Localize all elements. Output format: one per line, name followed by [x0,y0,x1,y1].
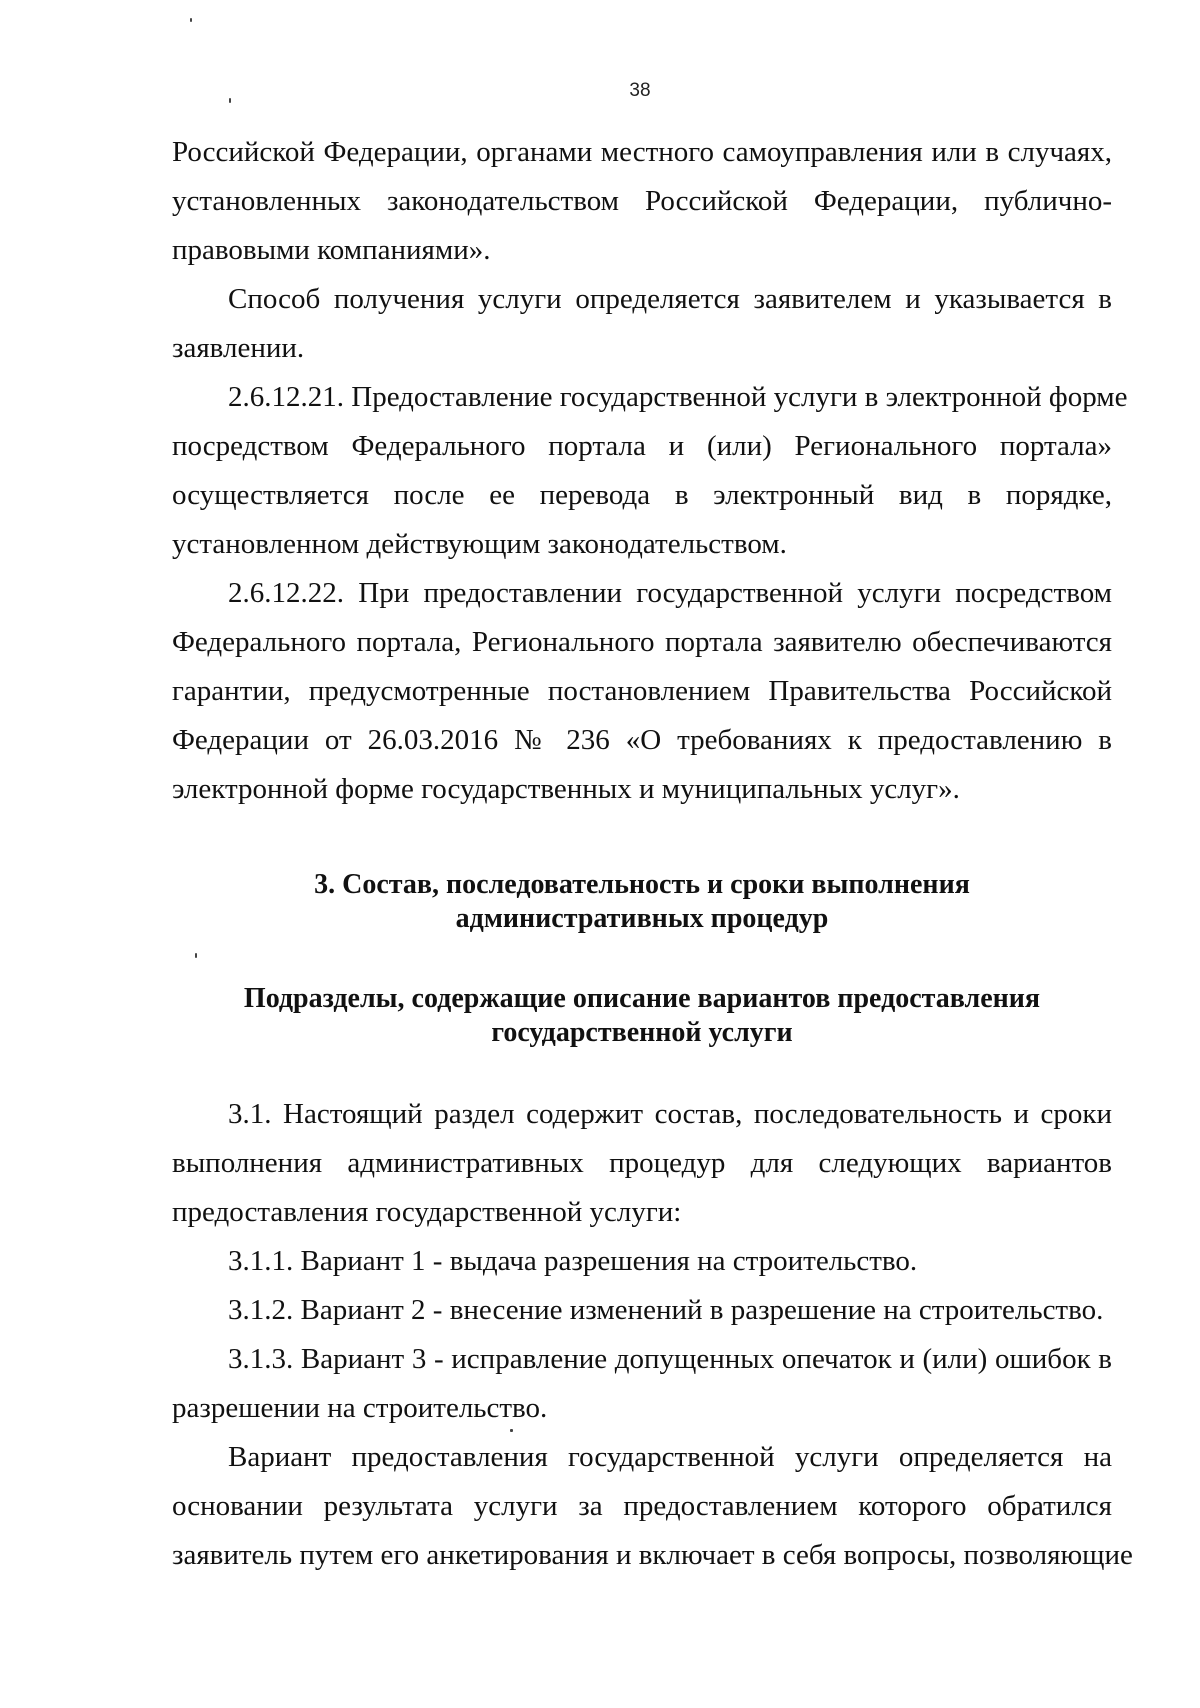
paragraph [172,1335,1112,1433]
body-text-bottom [172,1090,1133,1580]
scan-speck [195,953,197,958]
text-line: 3.1.1. Вариант 1 - выдача разрешения на строительство. [228,1245,918,1277]
paragraph [172,373,1128,569]
text-line: заявитель путем его анкетирования и включает в себя вопросы, позволяющие [172,1539,1133,1571]
text-line: правовыми компаниями». [172,234,491,266]
text-line: Российской Федерации, органами местного самоуправления или в случаях, [172,136,1112,168]
body-text-top [172,128,1128,814]
paragraph [172,1237,1112,1286]
section-heading [172,868,1112,936]
text-line: 2.6.12.22. При предоставлении государственной услуги посредством [228,577,1112,609]
heading-line: государственной услуги [491,1017,793,1048]
text-line: Способ получения услуги определяется заявителем и указывается в [228,283,1112,315]
page-number: 38 [629,80,651,101]
text-line: 2.6.12.21. Предоставление государственной услуги в электронной форме [228,381,1128,413]
paragraph [172,1286,1112,1335]
text-line: Вариант предоставления государственной услуги определяется на [228,1441,1112,1473]
text-line: предоставления государственной услуги: [172,1196,682,1228]
text-line: установленном действующим законодательством. [172,528,787,560]
heading-line: административных процедур [455,903,829,934]
text-line: посредством Федерального портала и (или) Регионального портала» [172,430,1112,462]
paragraph [172,128,1112,275]
text-line: электронной форме государственных и муниципальных услуг». [172,773,960,805]
paragraph [172,1090,1112,1237]
text-line: 3.1. Настоящий раздел содержит состав, последовательность и сроки [228,1098,1112,1130]
paragraph [172,1433,1133,1580]
text-line: установленных законодательством Российской Федерации, публично- [172,185,1112,217]
text-line: гарантии, предусмотренные постановлением Правительства Российской [172,675,1112,707]
scan-speck [190,18,192,22]
text-line: 3.1.2. Вариант 2 - внесение изменений в разрешение на строительство. [228,1294,1104,1326]
text-line: Федерального портала, Регионального портала заявителю обеспечиваются [172,626,1112,658]
text-line: 3.1.3. Вариант 3 - исправление допущенных опечаток и (или) ошибок в [228,1343,1112,1375]
text-line: осуществляется после ее перевода в электронный вид в порядке, [172,479,1112,511]
text-line: заявлении. [172,332,305,364]
text-line: выполнения административных процедур для следующих вариантов [172,1147,1112,1179]
heading-line: Подразделы, содержащие описание вариантов предоставления [243,983,1041,1014]
text-line: разрешении на строительство. [172,1392,548,1424]
text-line: основании результата услуги за предоставлением которого обратился [172,1490,1112,1522]
paragraph [172,569,1112,814]
text-line: Федерации от 26.03.2016 № 236 «О требованиях к предоставлению в [172,724,1112,756]
subsection-heading [172,982,1112,1050]
heading-line: 3. Состав, последовательность и сроки выполнения [314,869,970,900]
paragraph [172,275,1112,373]
